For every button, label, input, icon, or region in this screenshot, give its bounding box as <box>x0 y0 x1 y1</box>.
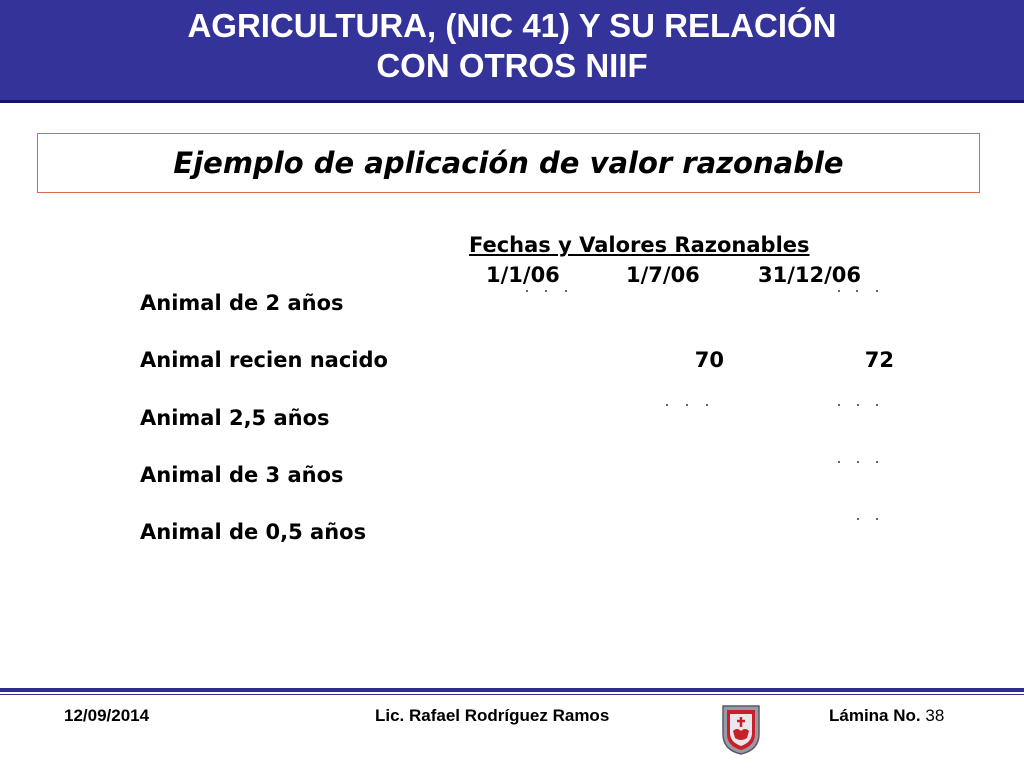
footer-author: Lic. Rafael Rodríguez Ramos <box>375 706 610 725</box>
residue-mark <box>666 404 668 406</box>
residue-mark <box>686 404 688 406</box>
residue-mark <box>838 461 840 463</box>
row-label-animal-recien-nacido: Animal recien nacido <box>140 348 388 372</box>
value-recien-nacido-1-7-06: 70 <box>694 348 724 372</box>
residue-mark <box>526 290 528 292</box>
row-label-animal-0-5-anos: Animal de 0,5 años <box>140 520 367 544</box>
slide-subtitle: Ejemplo de aplicación de valor razonable <box>173 146 844 180</box>
residue-mark <box>876 404 878 406</box>
row-label-animal-2-anos: Animal de 2 años <box>140 291 344 315</box>
residue-mark <box>856 290 858 292</box>
residue-mark <box>876 518 878 520</box>
header-bar <box>0 0 1024 103</box>
date-column-2: 1/7/06 <box>626 263 700 287</box>
residue-mark <box>838 404 840 406</box>
slide-number-value: 38 <box>925 706 945 725</box>
university-shield-logo <box>721 704 761 756</box>
slide-number-label: Lámina No. <box>829 706 921 725</box>
date-column-1: 1/1/06 <box>486 263 560 287</box>
residue-mark <box>706 404 708 406</box>
residue-mark <box>857 518 859 520</box>
residue-mark <box>876 461 878 463</box>
subtitle-box <box>37 133 980 193</box>
residue-mark <box>876 290 878 292</box>
residue-mark <box>857 461 859 463</box>
footer-rule-thin <box>0 694 1024 695</box>
row-label-animal-3-anos: Animal de 3 años <box>140 463 344 487</box>
residue-mark <box>857 404 859 406</box>
slide-title <box>0 6 1024 86</box>
column-group-title: Fechas y Valores Razonables <box>469 233 810 257</box>
residue-mark <box>838 290 840 292</box>
footer-rule <box>0 688 1024 692</box>
residue-mark <box>545 290 547 292</box>
row-label-animal-2-5-anos: Animal 2,5 años <box>140 406 330 430</box>
date-column-3: 31/12/06 <box>758 263 862 287</box>
footer-slide-number <box>829 706 944 726</box>
footer-date: 12/09/2014 <box>64 706 150 725</box>
residue-mark <box>565 290 567 292</box>
value-recien-nacido-31-12-06: 72 <box>864 348 894 372</box>
slide-title-line-1: AGRICULTURA, (NIC 41) Y SU RELACIÓN <box>187 7 837 44</box>
slide-title-line-2: CON OTROS NIIF <box>376 47 648 84</box>
